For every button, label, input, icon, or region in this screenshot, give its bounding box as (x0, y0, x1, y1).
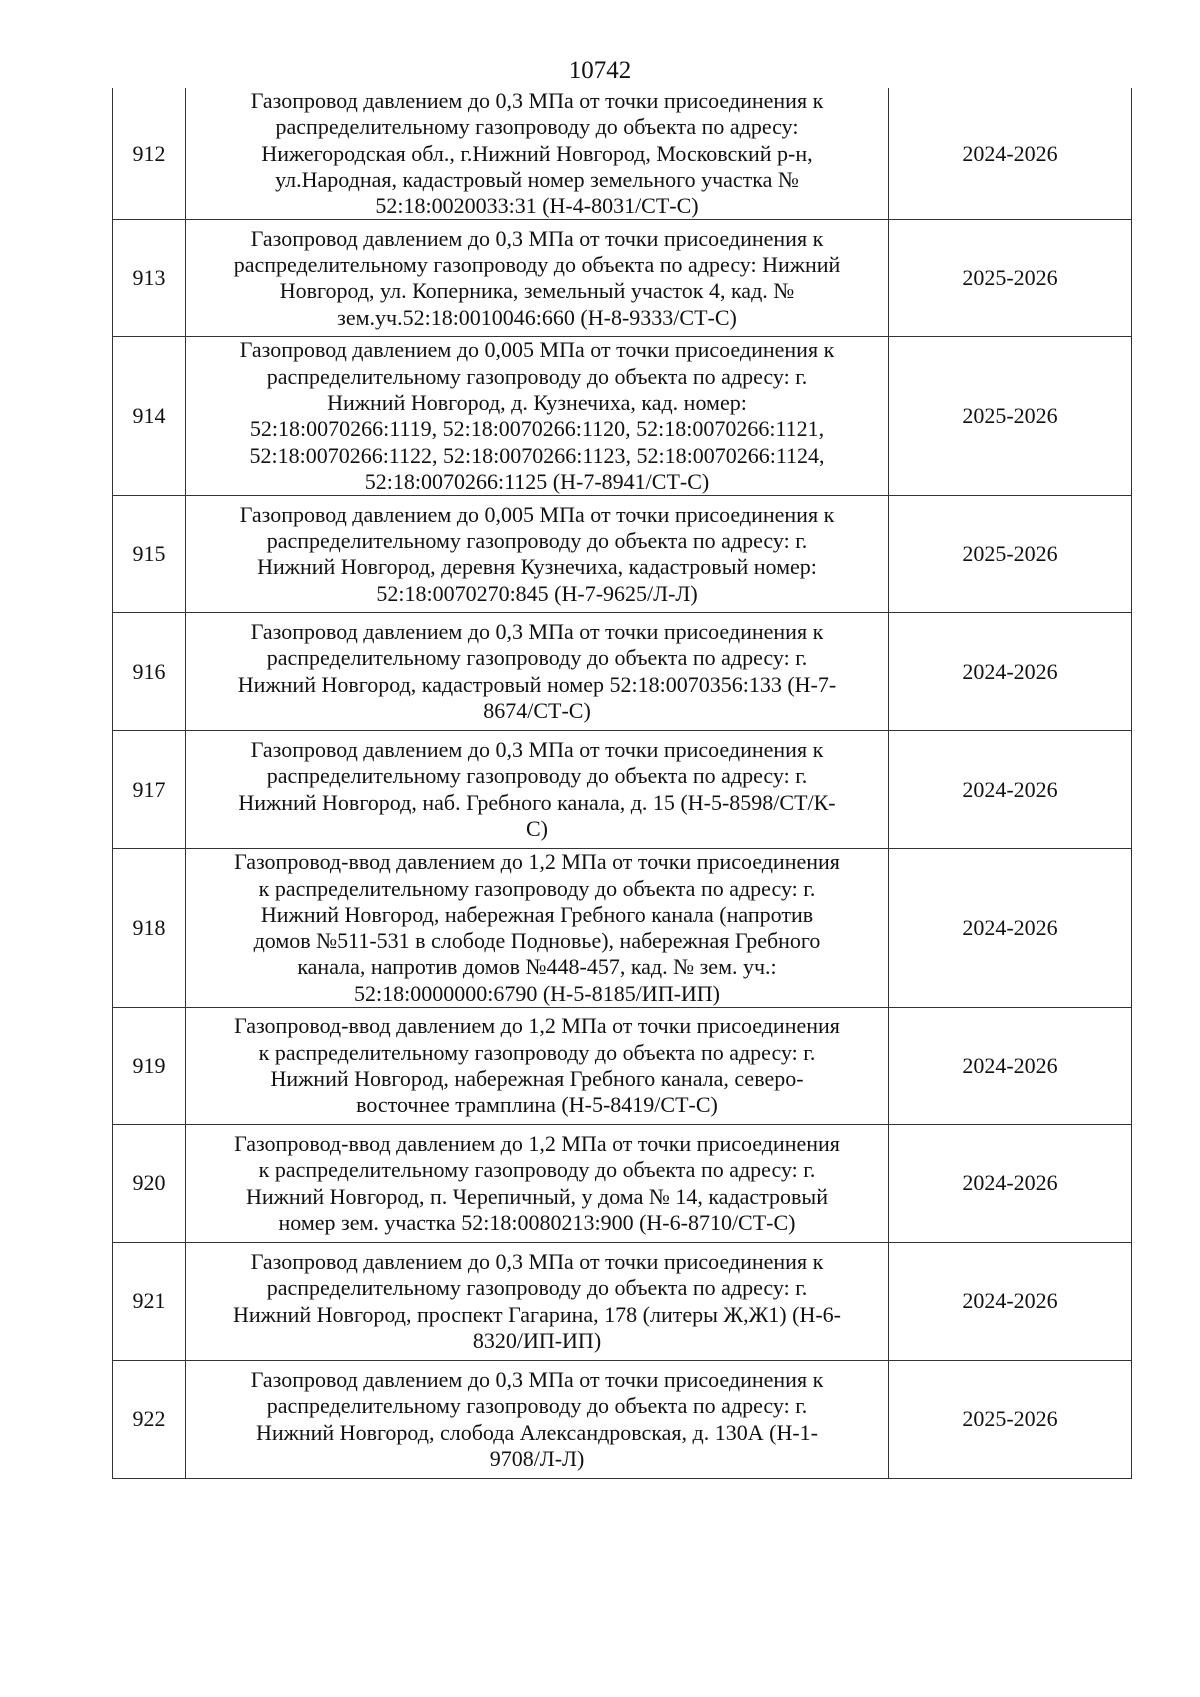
description-line: Нижний Новгород, кадастровый номер 52:18:0070356:133 (Н-7- (237, 671, 837, 697)
object-description-cell (186, 1008, 889, 1125)
row-number-cell: 921 (113, 1243, 186, 1361)
table-row (113, 1008, 1132, 1125)
row-number-cell: 922 (113, 1361, 186, 1479)
description-line: Нижний Новгород, д. Кузнечиха, кад. номер: (327, 390, 747, 416)
implementation-period-cell: 2025-2026 (889, 496, 1132, 613)
row-number-cell: 918 (113, 849, 186, 1008)
object-description-cell (186, 220, 889, 337)
row-number-cell: 914 (113, 337, 186, 496)
description-line: Нижний Новгород, набережная Гребного канала, северо- (270, 1066, 804, 1092)
description-line: к распределительному газопроводу до объекта по адресу: г. (258, 1039, 816, 1065)
description-line: распределительному газопроводу до объекта по адресу: г. (266, 363, 808, 389)
table-row (113, 88, 1132, 220)
description-line: распределительному газопроводу до объекта по адресу: г. (266, 763, 808, 789)
description-line: распределительному газопроводу до объекта по адресу: г. (266, 645, 808, 671)
table-row (113, 337, 1132, 496)
implementation-period-cell: 2024-2026 (889, 1125, 1132, 1243)
table-row (113, 613, 1132, 731)
table-row (113, 1243, 1132, 1361)
row-number-cell: 915 (113, 496, 186, 613)
description-line: Газопровод давлением до 0,3 МПа от точки присоединения к (250, 88, 824, 113)
object-description-cell (186, 613, 889, 731)
description-line: домов №511-531 в слободе Подновье), набережная Гребного (253, 928, 821, 954)
row-number-cell: 920 (113, 1125, 186, 1243)
description-line: 8674/СТ-С) (483, 698, 591, 724)
description-line: зем.уч.52:18:0010046:660 (Н-8-9333/СТ-С) (337, 304, 737, 330)
description-line: к распределительному газопроводу до объекта по адресу: г. (258, 875, 816, 901)
table-row (113, 496, 1132, 613)
implementation-period-cell: 2025-2026 (889, 1361, 1132, 1479)
description-line: распределительному газопроводу до объекта по адресу: г. (266, 1275, 808, 1301)
description-line: Газопровод-ввод давлением до 1,2 МПа от точки присоединения (234, 1130, 840, 1156)
description-line: Газопровод давлением до 0,005 МПа от точки присоединения к (239, 337, 835, 363)
description-line: 52:18:0020033:31 (Н-4-8031/СТ-С) (375, 193, 699, 219)
description-line: 8320/ИП-ИП) (472, 1327, 602, 1353)
table-row (113, 731, 1132, 849)
description-line: распределительному газопроводу до объекта по адресу: Нижний (233, 252, 841, 278)
description-line: С) (526, 816, 548, 842)
description-line: распределительному газопроводу до объекта по адресу: (275, 114, 799, 140)
objects-table-body (113, 88, 1132, 1479)
description-line: Нижегородская обл., г.Нижний Новгород, Московский р-н, (261, 140, 813, 166)
description-line: Газопровод давлением до 0,3 МПа от точки присоединения к (250, 619, 824, 645)
implementation-period-cell: 2025-2026 (889, 220, 1132, 337)
description-line: 52:18:0070266:1125 (Н-7-8941/СТ-С) (364, 468, 710, 494)
description-line: Нижний Новгород, п. Черепичный, у дома № 14, кадастровый (245, 1183, 828, 1209)
description-line: Новгород, ул. Коперника, земельный участок 4, кад. № (279, 278, 795, 304)
description-line: восточнее трамплина (Н-5-8419/СТ-С) (356, 1092, 718, 1118)
table-row (113, 1361, 1132, 1479)
implementation-period-cell: 2024-2026 (889, 731, 1132, 849)
row-number-cell: 916 (113, 613, 186, 731)
description-line: распределительному газопроводу до объекта по адресу: г. (266, 527, 808, 553)
description-line: к распределительному газопроводу до объекта по адресу: г. (258, 1157, 816, 1183)
description-line: Нижний Новгород, слобода Александровская, д. 130А (Н-1- (256, 1419, 818, 1445)
row-number-cell: 913 (113, 220, 186, 337)
description-line: распределительному газопроводу до объекта по адресу: г. (266, 1393, 808, 1419)
description-line: номер зем. участка 52:18:0080213:900 (Н-6-8710/СТ-С) (278, 1209, 796, 1235)
description-line: Газопровод давлением до 0,3 МПа от точки присоединения к (250, 1248, 824, 1274)
object-description-cell (186, 731, 889, 849)
implementation-period-cell: 2024-2026 (889, 1008, 1132, 1125)
object-description-cell (186, 496, 889, 613)
description-line: 52:18:0070266:1122, 52:18:0070266:1123, 52:18:0070266:1124, (249, 442, 825, 468)
description-line: Газопровод-ввод давлением до 1,2 МПа от точки присоединения (234, 1013, 840, 1039)
table-row (113, 220, 1132, 337)
description-line: Газопровод давлением до 0,3 МПа от точки присоединения к (250, 225, 824, 251)
row-number-cell: 912 (113, 88, 186, 220)
implementation-period-cell: 2024-2026 (889, 1243, 1132, 1361)
description-line: канала, напротив домов №448-457, кад. № зем. уч.: (297, 954, 777, 980)
object-description-cell (186, 1361, 889, 1479)
implementation-period-cell: 2024-2026 (889, 849, 1132, 1008)
object-description-cell (186, 1243, 889, 1361)
description-line: 52:18:0070270:845 (Н-7-9625/Л-Л) (376, 580, 698, 606)
implementation-period-cell: 2024-2026 (889, 88, 1132, 220)
object-description-cell (186, 1125, 889, 1243)
description-line: 52:18:0070266:1119, 52:18:0070266:1120, 52:18:0070266:1121, (249, 416, 825, 442)
description-line: Нижний Новгород, наб. Гребного канала, д. 15 (Н-5-8598/СТ/К- (238, 789, 836, 815)
description-line: Газопровод давлением до 0,005 МПа от точки присоединения к (239, 501, 835, 527)
description-line: Газопровод давлением до 0,3 МПа от точки присоединения к (250, 1366, 824, 1392)
description-line: ул.Народная, кадастровый номер земельного участка № (275, 166, 799, 192)
objects-table (112, 88, 1132, 1479)
table-row (113, 849, 1132, 1008)
object-description-cell (186, 849, 889, 1008)
row-number-cell: 919 (113, 1008, 186, 1125)
row-number-cell: 917 (113, 731, 186, 849)
description-line: Нижний Новгород, проспект Гагарина, 178 (литеры Ж,Ж1) (Н-6- (232, 1301, 842, 1327)
description-line: Нижний Новгород, набережная Гребного канала (напротив (260, 901, 814, 927)
description-line: Газопровод давлением до 0,3 МПа от точки присоединения к (250, 737, 824, 763)
page-number: 10742 (568, 57, 632, 84)
description-line: Нижний Новгород, деревня Кузнечиха, кадастровый номер: (257, 554, 817, 580)
implementation-period-cell: 2024-2026 (889, 613, 1132, 731)
implementation-period-cell: 2025-2026 (889, 337, 1132, 496)
object-description-cell (186, 88, 889, 220)
description-line: 9708/Л-Л) (489, 1445, 585, 1471)
description-line: 52:18:0000000:6790 (Н-5-8185/ИП-ИП) (353, 980, 721, 1006)
object-description-cell (186, 337, 889, 496)
description-line: Газопровод-ввод давлением до 1,2 МПа от точки присоединения (234, 849, 840, 875)
table-row (113, 1125, 1132, 1243)
